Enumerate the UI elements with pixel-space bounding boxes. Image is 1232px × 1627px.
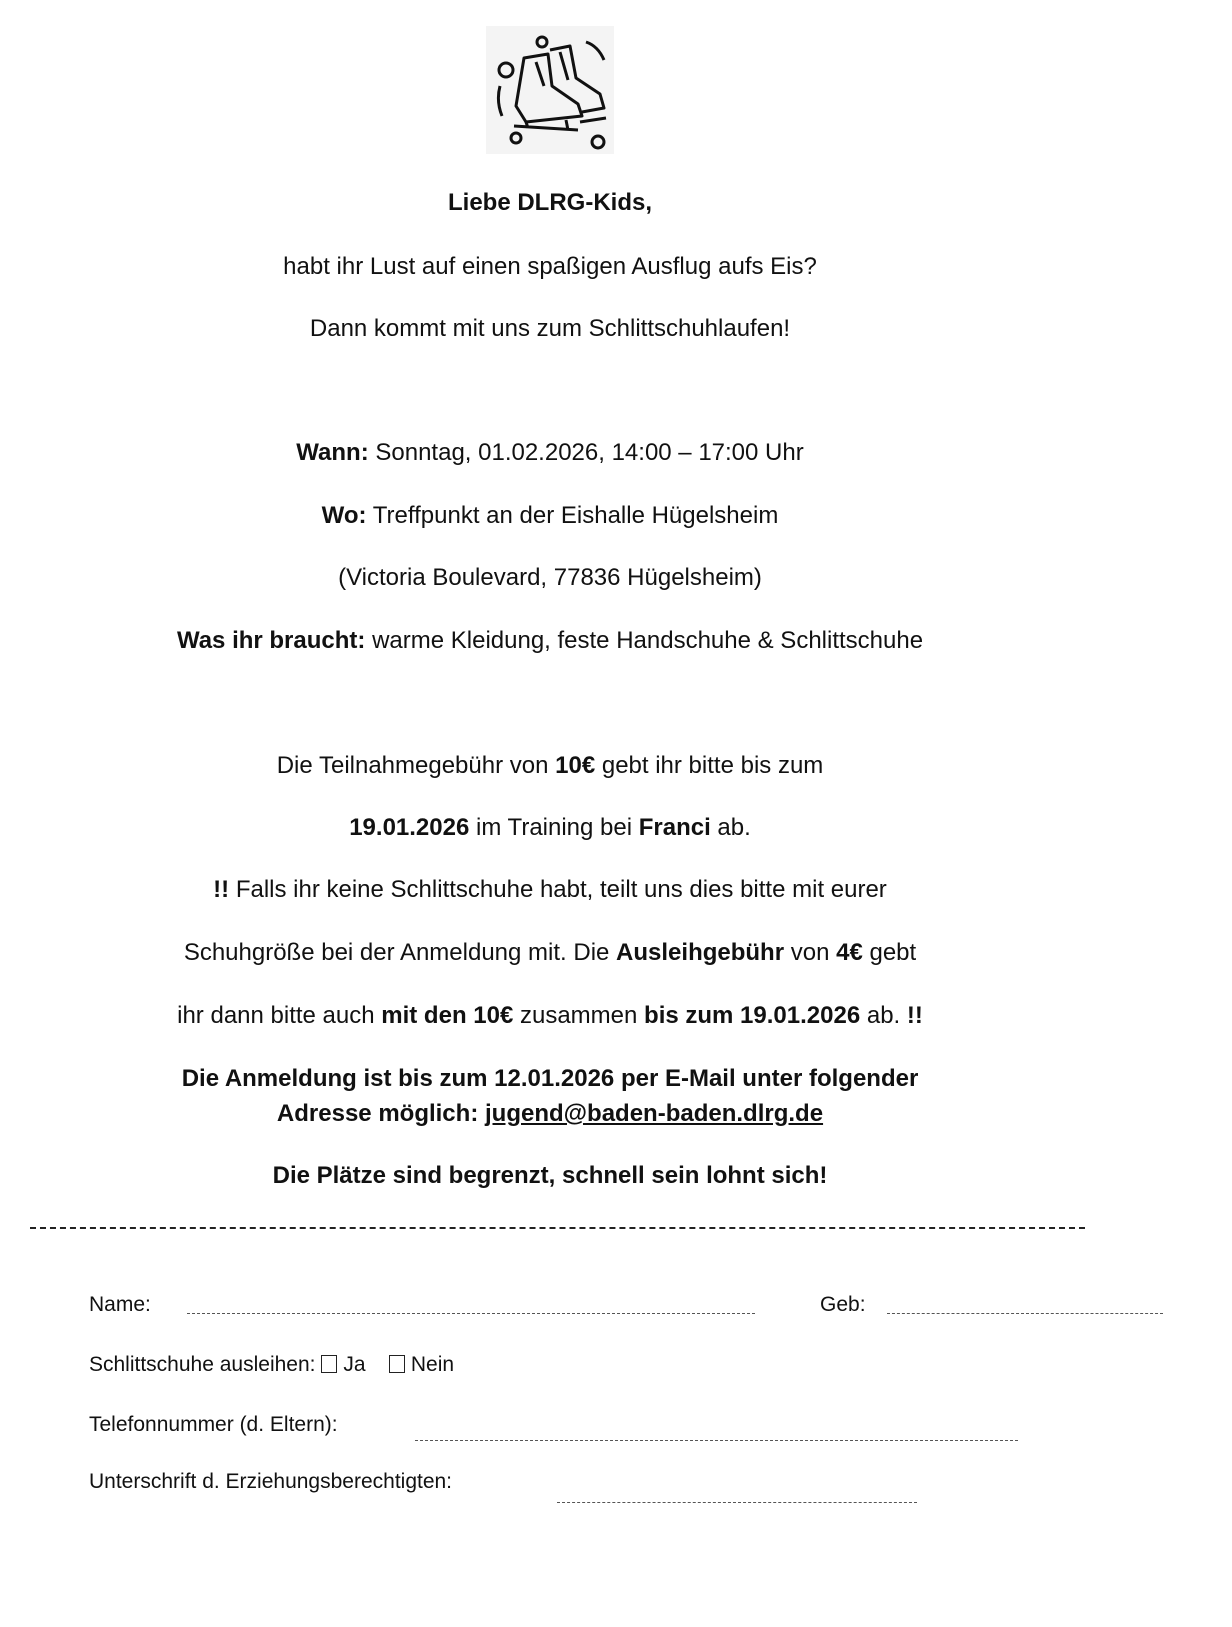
- intro-line-2: Dann kommt mit uns zum Schlittschuhlaufen!: [309, 315, 791, 342]
- name-field[interactable]: [187, 1313, 755, 1314]
- address-line: (Victoria Boulevard, 77836 Hügelsheim): [338, 564, 762, 591]
- rent-line-3: ihr dann bitte auch mit den 10€ zusammen bis zum 19.01.2026 ab. !!: [177, 1002, 923, 1029]
- limited-notice: Die Plätze sind begrenzt, schnell sein lohnt sich!: [272, 1162, 828, 1189]
- rent-skates-row: Schlittschuhe ausleihen: Ja Nein: [89, 1353, 455, 1376]
- when-line: Wann: Sonntag, 01.02.2026, 14:00 – 17:00 Uhr: [296, 439, 804, 466]
- rent-line-1: !! Falls ihr keine Schlittschuhe habt, teilt uns dies bitte mit eurer: [213, 876, 887, 903]
- name-label: Name:: [89, 1293, 151, 1316]
- no-checkbox[interactable]: [389, 1355, 405, 1373]
- yes-checkbox[interactable]: [321, 1355, 337, 1373]
- ice-skates-icon: [486, 26, 614, 154]
- registration-line-1: Die Anmeldung ist bis zum 12.01.2026 per E-Mail unter folgender: [181, 1065, 919, 1092]
- intro-line-1: habt ihr Lust auf einen spaßigen Ausflug aufs Eis?: [283, 253, 817, 280]
- signature-label: Unterschrift d. Erziehungsberechtigten:: [89, 1470, 453, 1493]
- cut-line: [30, 1227, 1085, 1229]
- rent-line-2: Schuhgröße bei der Anmeldung mit. Die Ausleihgebühr von 4€ gebt: [183, 939, 917, 966]
- fee-line-1: Die Teilnahmegebühr von 10€ gebt ihr bitte bis zum: [276, 752, 824, 779]
- greeting: Liebe DLRG-Kids,: [447, 189, 652, 216]
- registration-line-2: Adresse möglich: jugend@baden-baden.dlrg.de: [276, 1100, 824, 1127]
- phone-field[interactable]: [415, 1440, 1018, 1441]
- birth-field[interactable]: [887, 1313, 1163, 1314]
- need-line: Was ihr braucht: warme Kleidung, feste Handschuhe & Schlittschuhe: [176, 627, 924, 654]
- signature-field[interactable]: [557, 1502, 917, 1503]
- birth-label: Geb:: [820, 1293, 866, 1316]
- where-line: Wo: Treffpunkt an der Eishalle Hügelsheim: [321, 502, 779, 529]
- fee-line-2: 19.01.2026 im Training bei Franci ab.: [349, 814, 751, 841]
- email-link[interactable]: jugend@baden-baden.dlrg.de: [484, 1100, 824, 1127]
- phone-label: Telefonnummer (d. Eltern):: [89, 1413, 338, 1436]
